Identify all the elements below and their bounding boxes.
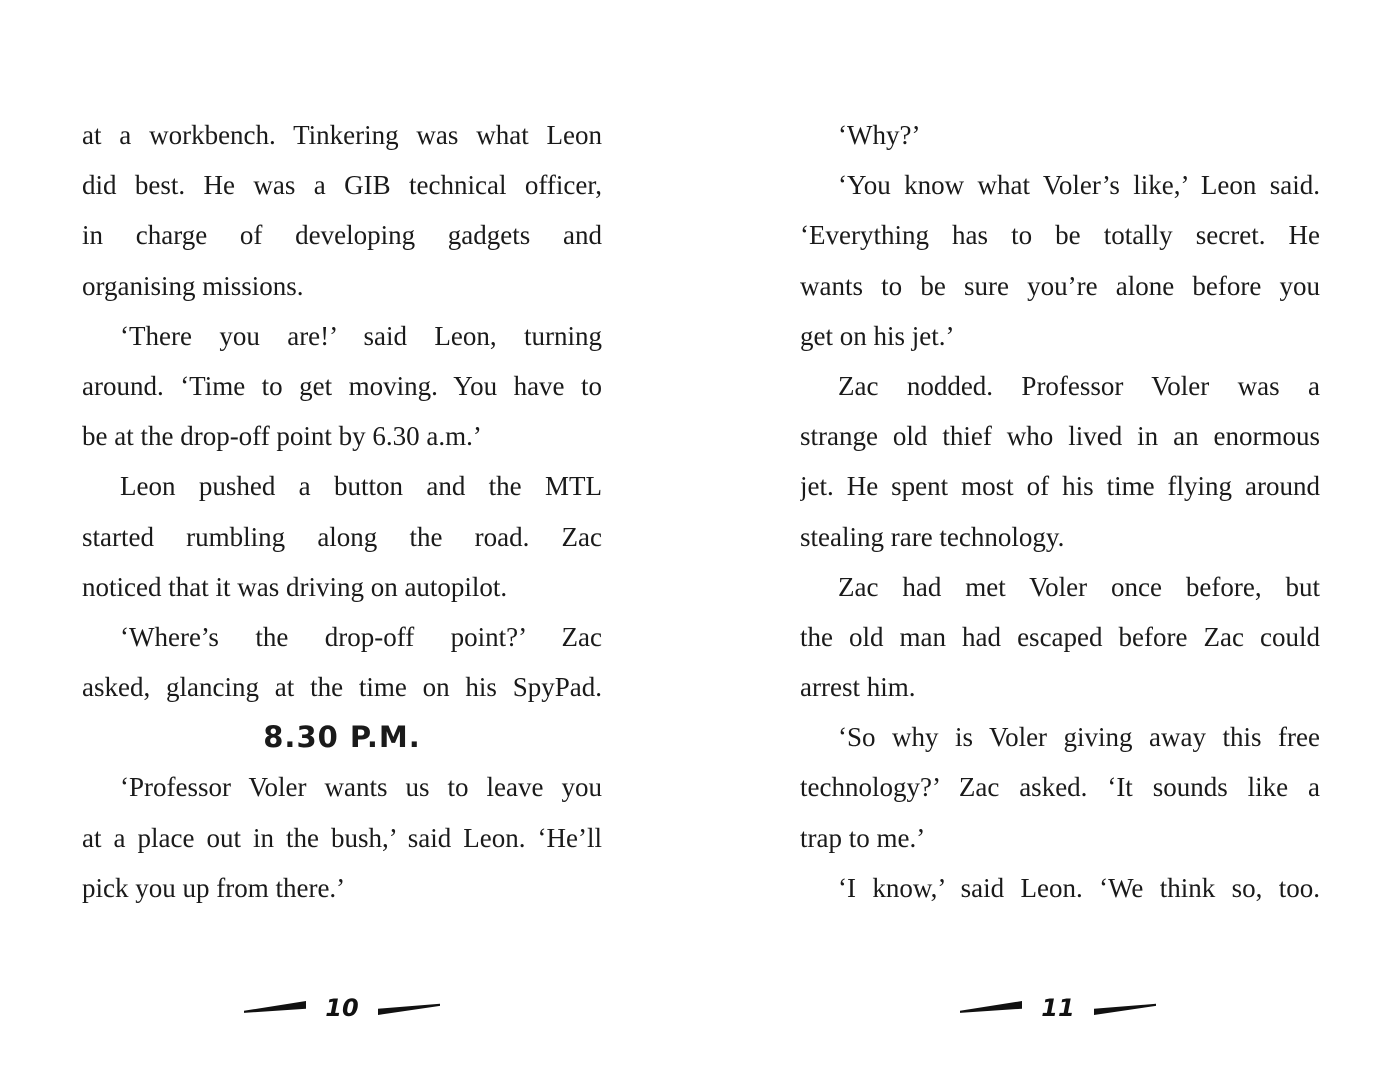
text-line: around. ‘Time to get moving. You have to	[82, 370, 602, 401]
text-line: ‘Everything has to be totally secret. He	[800, 220, 1320, 251]
page-number-decoration-left	[244, 1001, 306, 1015]
text-line: trap to me.’	[800, 822, 926, 853]
text-line: arrest him.	[800, 672, 916, 703]
section-time-heading: 8.30 P.M.	[263, 720, 421, 755]
text-line: organising missions.	[82, 270, 304, 301]
right-page-text	[800, 110, 1320, 913]
text-line: ‘You know what Voler’s like,’ Leon said.	[838, 170, 1320, 201]
page-number-decoration-right	[378, 1001, 440, 1015]
page-number-decoration-left	[960, 1001, 1022, 1015]
text-line: at a workbench. Tinkering was what Leon	[82, 120, 602, 150]
text-line: pick you up from there.’	[82, 872, 346, 903]
text-line: Leon pushed a button and the MTL	[120, 471, 602, 502]
text-line: ‘So why is Voler giving away this free	[838, 722, 1320, 753]
text-line: ‘Why?’	[838, 120, 921, 150]
text-line: jet. He spent most of his time flying around	[800, 471, 1320, 502]
text-line: technology?’ Zac asked. ‘It sounds like a	[800, 772, 1320, 803]
text-line: stealing rare technology.	[800, 521, 1065, 552]
text-line: the old man had escaped before Zac could	[800, 621, 1320, 652]
text-line: strange old thief who lived in an enormous	[800, 421, 1320, 452]
right-page-footer	[960, 990, 1156, 1026]
text-line: asked, glancing at the time on his SpyPad.	[82, 672, 602, 703]
text-line: ‘Where’s the drop-off point?’ Zac	[120, 621, 602, 652]
text-line: Zac nodded. Professor Voler was a	[838, 370, 1320, 401]
left-page-text	[82, 110, 602, 913]
text-line: wants to be sure you’re alone before you	[800, 270, 1320, 301]
text-line: be at the drop-off point by 6.30 a.m.’	[82, 421, 482, 452]
text-line: ‘There you are!’ said Leon, turning	[120, 320, 602, 351]
text-line: noticed that it was driving on autopilot.	[82, 571, 508, 602]
page-number: 11	[1041, 994, 1075, 1022]
text-line: in charge of developing gadgets and	[82, 220, 602, 251]
text-line: did best. He was a GIB technical officer,	[82, 170, 602, 201]
text-line: at a place out in the bush,’ said Leon. ‘He’ll	[82, 822, 602, 853]
text-line: ‘I know,’ said Leon. ‘We think so, too.	[838, 872, 1320, 903]
page-number: 10	[325, 994, 359, 1022]
left-page-footer	[244, 990, 440, 1026]
text-line: started rumbling along the road. Zac	[82, 521, 602, 552]
text-line: ‘Professor Voler wants us to leave you	[120, 772, 602, 803]
text-line: Zac had met Voler once before, but	[838, 571, 1320, 602]
page-number-decoration-right	[1094, 1001, 1156, 1015]
text-line: get on his jet.’	[800, 320, 955, 351]
